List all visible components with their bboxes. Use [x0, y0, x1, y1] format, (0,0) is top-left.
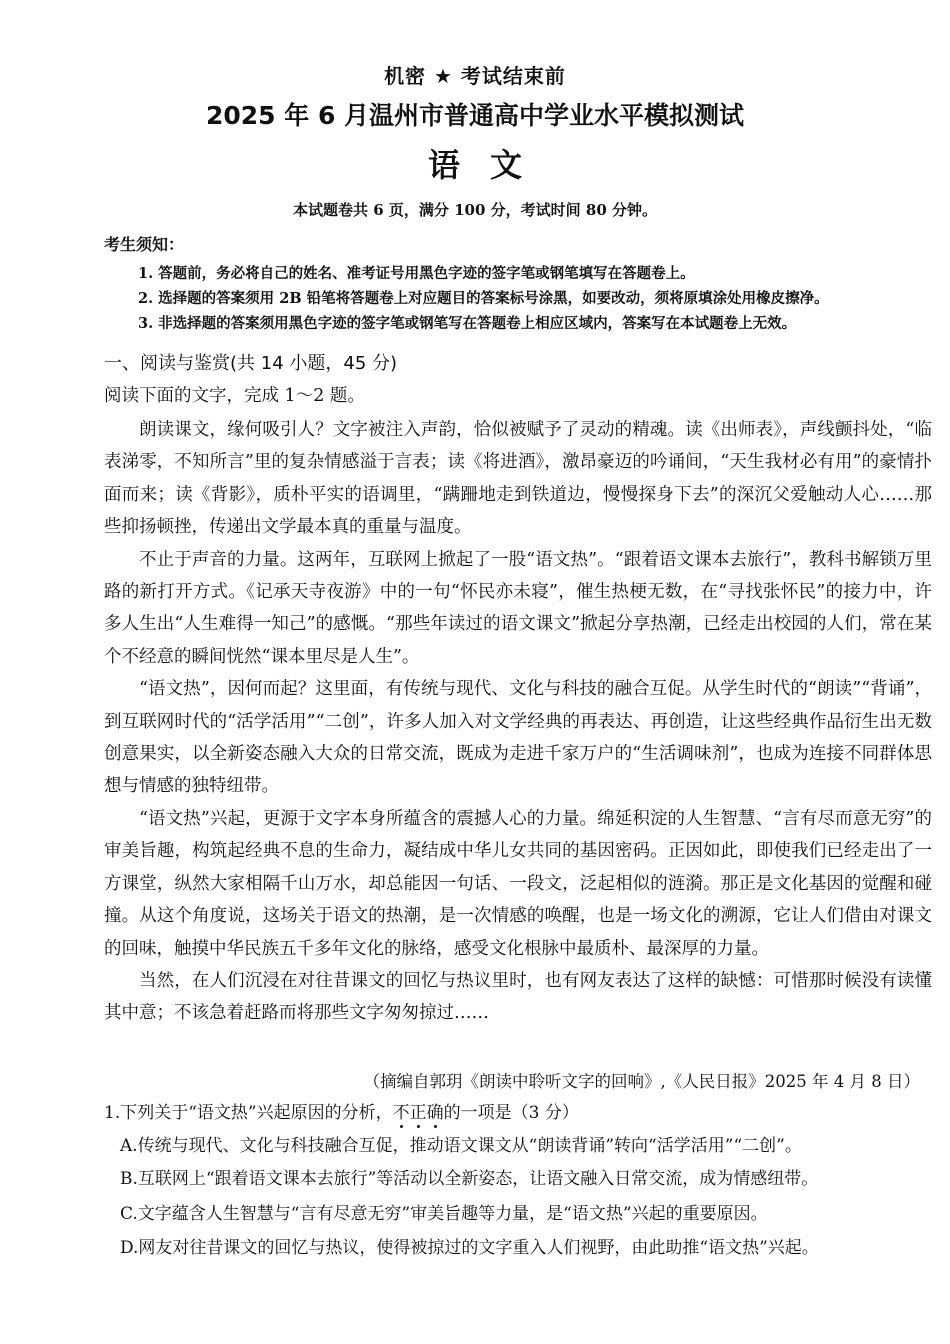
- emphasis-char: 正: [409, 1103, 427, 1123]
- article-paragraph: “语文热”，因何而起？这里面，有传统与现代、文化与科技的融合互促。从学生时代的“朗读”“背诵”，到互联网时代的“活学活用”“二创”，许多人加入对文学经典的再表达、再创造，让这些经典作品衍生出无数创意果实，以全新姿态融入大众的日常交流，既成为走进千家万户的“生活调味剂”，也成为连接不同群体思想与情感的独特纽带。: [104, 679, 932, 797]
- emphasis-char: 确: [426, 1103, 444, 1123]
- confidential-label: 机密 ★ 考试结束前: [384, 64, 566, 88]
- option-b: B.互联网上“跟着语文课本去旅行”等活动以全新姿态，让语文融入日常交流，成为情感纽带。: [120, 1169, 819, 1189]
- option-c: C.文字蕴含人生智慧与“言有尽意无穷”审美旨趣等力量，是“语文热”兴起的重要原因。: [120, 1204, 768, 1224]
- article-paragraph: 当然，在人们沉浸在对往昔课文的回忆与热议里时，也有网友表达了这样的缺憾：可惜那时候没有读懂其中意；不该急着赶路而将那些文字匆匆掠过……: [104, 970, 932, 1024]
- reading-instruction: 阅读下面的文字，完成 1～2 题。: [104, 386, 365, 406]
- article-body: [104, 414, 932, 1030]
- subject-title: 语文: [427, 146, 552, 184]
- article-paragraph: 不止于声音的力量。这两年，互联网上掀起了一股“语文热”。“跟着语文课本去旅行”，教科书解锁万里路的新打开方式。《记承天寺夜游》中的一句“怀民亦未寝”，催生热梗无数，在“寻找张怀民”的接力中，许多人生出“人生难得一知己”的感慨。“那些年读过的语文课文”掀起分享热潮，已经走出校园的人们，常在某个不经意的瞬间恍然“课本里尽是人生”。: [104, 549, 932, 667]
- option-a: A.传统与现代、文化与科技融合互促，推动语文课文从“朗读背诵”转向“活学活用”“二创”。: [120, 1136, 802, 1156]
- exam-title: 2025 年 6 月温州市普通高中学业水平模拟测试: [205, 101, 745, 130]
- notice-item-2: 2. 选择题的答案须用 2B 铅笔将答题卷上对应题目的答案标号涂黑，如要改动，须将原填涂处用橡皮擦净。: [138, 290, 829, 307]
- exam-info: 本试题卷共 6 页，满分 100 分，考试时间 80 分钟。: [293, 201, 657, 219]
- question-1-stem: [104, 1098, 579, 1123]
- emphasis-char: 不: [392, 1103, 410, 1123]
- question-1-prefix: 1.下列关于“语文热”兴起原因的分析，: [104, 1103, 393, 1123]
- notice-item-1: 1. 答题前，务必将自己的姓名、准考证号用黑色字迹的签字笔或钢笔填写在答题卷上。: [138, 265, 695, 282]
- article-source: （摘编自郭玥《朗读中聆听文字的回响》,《人民日报》2025 年 4 月 8 日）: [363, 1072, 920, 1091]
- option-d: D.网友对往昔课文的回忆与热议，使得被掠过的文字重入人们视野，由此助推“语文热”兴起。: [120, 1238, 819, 1258]
- notice-heading: 考生须知：: [104, 235, 185, 254]
- section-title: 一、阅读与鉴赏(共 14 小题，45 分): [104, 353, 398, 374]
- article-paragraph: “语文热”兴起，更源于文字本身所蕴含的震撼人心的力量。绵延积淀的人生智慧、“言有尽而意无穷”的审美旨趣，构筑起经典不息的生命力，凝结成中华儿女共同的基因密码。正因如此，即使我们已经走出了一方课堂，纵然大家相隔千山万水，却总能因一句话、一段文，泛起相似的涟漪。那正是文化基因的觉醒和碰撞。从这个角度说，这场关于语文的热潮，是一次情感的唤醒，也是一场文化的溯源，它让人们借由对课文的回味，触摸中华民族五千多年文化的脉络，感受文化根脉中最质朴、最深厚的力量。: [104, 808, 932, 959]
- notice-item-3: 3. 非选择题的答案须用黑色字迹的签字笔或钢笔写在答题卷上相应区域内，答案写在本试题卷上无效。: [138, 315, 797, 332]
- article-paragraph: 朗读课文，缘何吸引人？文字被注入声韵，恰似被赋予了灵动的精魂。读《出师表》，声线颤抖处，“临表涕零，不知所言”里的复杂情感溢于言表；读《将进酒》，激昂豪迈的吟诵间，“天生我材必有用”的豪情扑面而来；读《背影》，质朴平实的语调里，“蹒跚地走到铁道边，慢慢探身下去”的深沉父爱触动人心……那些抑扬顿挫，传递出文学最本真的重量与温度。: [104, 420, 932, 538]
- question-1-suffix: 的一项是（3 分）: [443, 1103, 579, 1123]
